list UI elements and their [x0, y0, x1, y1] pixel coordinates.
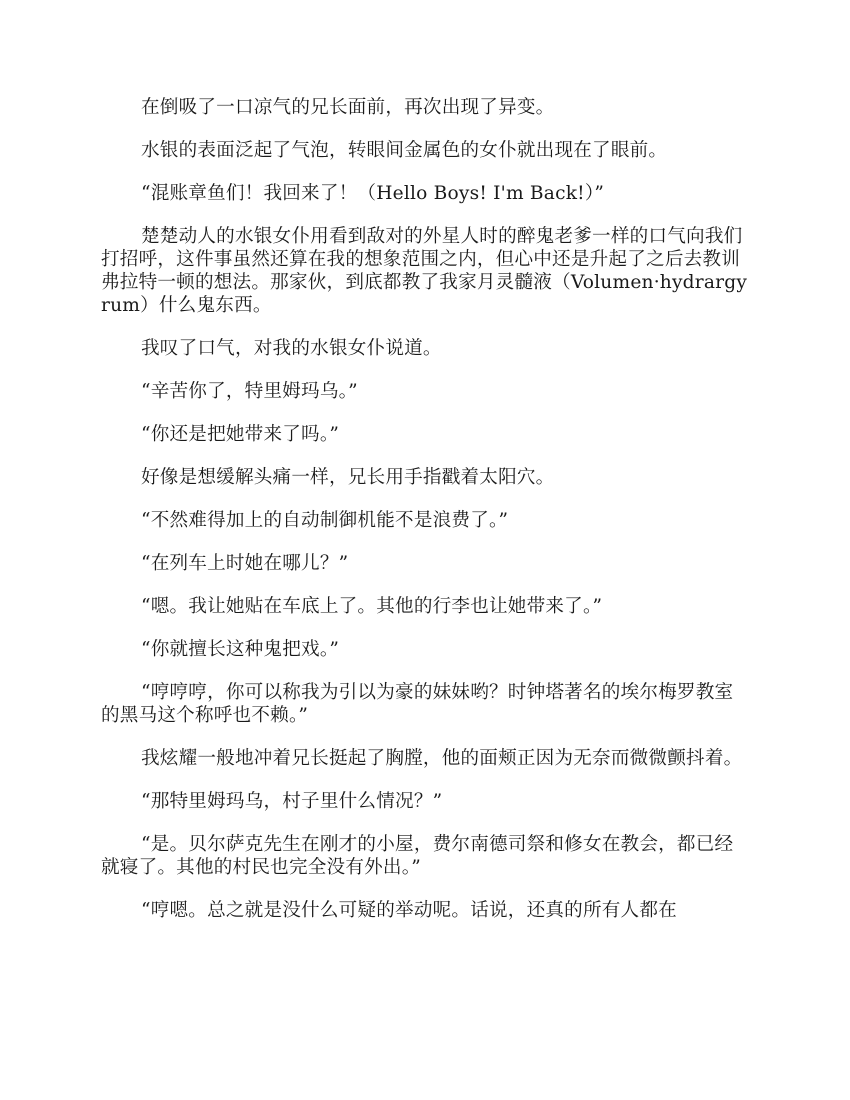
paragraph: 我叹了口气，对我的水银女仆说道。: [141, 338, 442, 359]
paragraph: “是。贝尔萨克先生在刚才的小屋，费尔南德司祭和修女在教会，都已经就寝了。其他的村民也完全没有外出。”: [101, 834, 734, 878]
paragraph: “哼嗯。总之就是没什么可疑的举动呢。话说，还真的所有人都在: [141, 900, 677, 921]
paragraph: “那特里姆玛乌，村子里什么情况？”: [141, 791, 443, 812]
paragraph: 我炫耀一般地冲着兄长挺起了胸膛，他的面颊正因为无奈而微微颤抖着。: [141, 748, 743, 769]
paragraph: “辛苦你了，特里姆玛乌。”: [141, 381, 358, 402]
paragraph: 水银的表面泛起了气泡，转眼间金属色的女仆就出现在了眼前。: [141, 140, 668, 161]
paragraph: “混账章鱼们！我回来了！（Hello Boys! I'm Back!）”: [141, 183, 605, 204]
paragraph: 在倒吸了一口凉气的兄长面前，再次出现了异变。: [141, 97, 555, 118]
paragraph: “你还是把她带来了吗。”: [141, 424, 340, 445]
paragraph: “不然难得加上的自动制御机能不是浪费了。”: [141, 510, 509, 531]
paragraph: 好像是想缓解头痛一样，兄长用手指戳着太阳穴。: [141, 467, 555, 488]
paragraph: “你就擅长这种鬼把戏。”: [141, 639, 340, 660]
paragraph: 楚楚动人的水银女仆用看到敌对的外星人时的醉鬼老爹一样的口气向我们打招呼，这件事虽然还算在我的想象范围之内，但心中还是升起了之后去教训弗拉特一顿的想法。那家伙，到底都教了我家月灵髓液（Volumen·hydrargyrum）什么鬼东西。: [101, 226, 748, 316]
paragraph: “在列车上时她在哪儿？”: [141, 553, 349, 574]
paragraph: “哼哼哼，你可以称我为引以为豪的妹妹哟？时钟塔著名的埃尔梅罗教室的黑马这个称呼也不赖。”: [101, 682, 734, 726]
paragraph: “嗯。我让她贴在车底上了。其他的行李也让她带来了。”: [141, 596, 603, 617]
document-page: [101, 96, 751, 942]
